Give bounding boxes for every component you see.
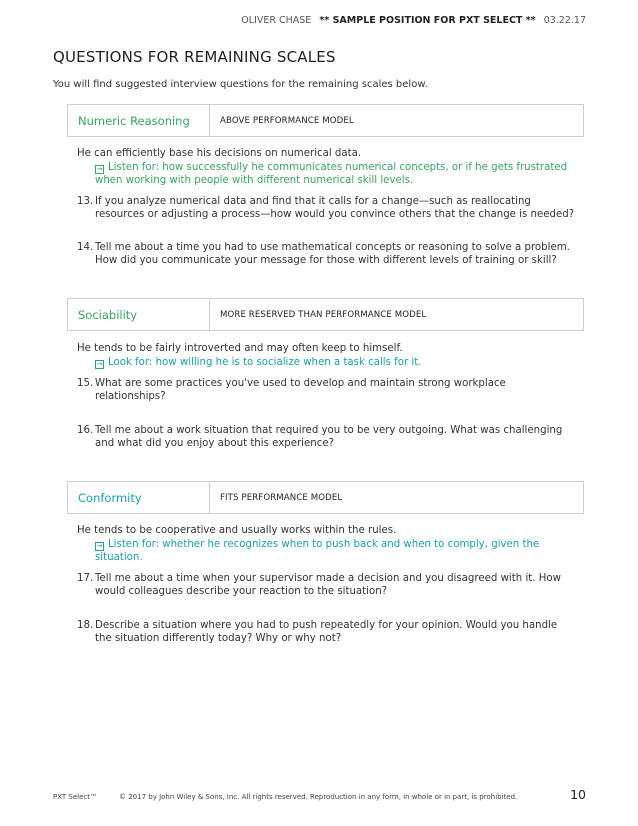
question-number: 17.: [77, 573, 94, 584]
scale-box-sociability: [67, 298, 584, 331]
arrow-right-box-icon: →: [96, 165, 103, 173]
look-tip: [95, 356, 577, 369]
question-text: Tell me about a time when your supervisor made a decision and you disagreed with it. How would colleagues describe your reaction to the situation?: [95, 573, 561, 597]
page-number: 10: [570, 787, 586, 802]
candidate-name: OLIVER CHASE: [241, 15, 312, 26]
listen-tip: [95, 161, 577, 187]
question-item: [77, 572, 577, 598]
arrow-right-box-icon: →: [96, 360, 103, 368]
scale-summary: He tends to be cooperative and usually works within the rules.: [77, 525, 397, 536]
tip-text: Look for: how willing he is to socialize when a task calls for it.: [108, 357, 422, 368]
scale-summary-block: [77, 147, 577, 187]
question-text: Describe a situation where you had to push repeatedly for your opinion. Would you handle the situation differently today? Why or why not?: [95, 620, 558, 644]
question-text: Tell me about a work situation that required you to be very outgoing. What was challenging and what did you enjoy about this experience?: [95, 425, 563, 449]
question-number: 18.: [77, 620, 94, 631]
question-item: [77, 424, 577, 450]
question-text: Tell me about a time you had to use mathematical concepts or reasoning to solve a problem. How did you communicate your message for those with different levels of training or skill?: [95, 242, 570, 266]
scale-verdict: FITS PERFORMANCE MODEL: [220, 492, 343, 503]
tip-text: Listen for: whether he recognizes when to push back and when to comply, given the situation.: [95, 539, 540, 563]
scale-box-conformity: [67, 481, 584, 514]
question-text: What are some practices you've used to develop and maintain strong workplace relationships?: [95, 378, 506, 402]
scale-summary: He tends to be fairly introverted and may often keep to himself.: [77, 343, 403, 354]
scale-summary-block: [77, 524, 577, 564]
question-item: [77, 195, 577, 221]
question-item: [77, 241, 577, 267]
question-number: 15.: [77, 378, 94, 389]
question-item: [77, 377, 577, 403]
question-number: 16.: [77, 425, 94, 436]
question-text: If you analyze numerical data and find that it calls for a change—such as reallocating resources or adjusting a process—how would you convince others that the change is needed?: [95, 196, 575, 220]
scale-summary: He can efficiently base his decisions on numerical data.: [77, 148, 362, 159]
scale-box-numeric-reasoning: [67, 104, 584, 137]
scale-name: Numeric Reasoning: [68, 105, 210, 136]
position-name: ** SAMPLE POSITION FOR PXT SELECT **: [319, 15, 536, 26]
scale-verdict: MORE RESERVED THAN PERFORMANCE MODEL: [220, 309, 427, 320]
question-number: 14.: [77, 242, 94, 253]
scale-name: Sociability: [68, 299, 210, 330]
footer-copyright: © 2017 by John Wiley & Sons, Inc. All rights reserved. Reproduction in any form, in whole or in part, is prohibited.: [119, 793, 518, 801]
scale-summary-block: [77, 342, 577, 369]
report-date: 03.22.17: [543, 15, 586, 26]
scale-name: Conformity: [68, 482, 210, 513]
question-item: [77, 619, 577, 645]
intro-text: You will find suggested interview questions for the remaining scales below.: [53, 79, 428, 90]
scale-verdict: ABOVE PERFORMANCE MODEL: [220, 115, 354, 126]
listen-tip: [95, 538, 577, 564]
footer-brand: PXT Select™: [53, 793, 97, 801]
tip-text: Listen for: how successfully he communicates numerical concepts, or if he gets frustrated when working with people with different numerical skill levels.: [95, 162, 568, 186]
page-header: [241, 15, 586, 26]
question-number: 13.: [77, 196, 94, 207]
arrow-right-box-icon: →: [96, 542, 103, 550]
page-footer: [53, 787, 586, 802]
page-title: QUESTIONS FOR REMAINING SCALES: [53, 48, 336, 66]
